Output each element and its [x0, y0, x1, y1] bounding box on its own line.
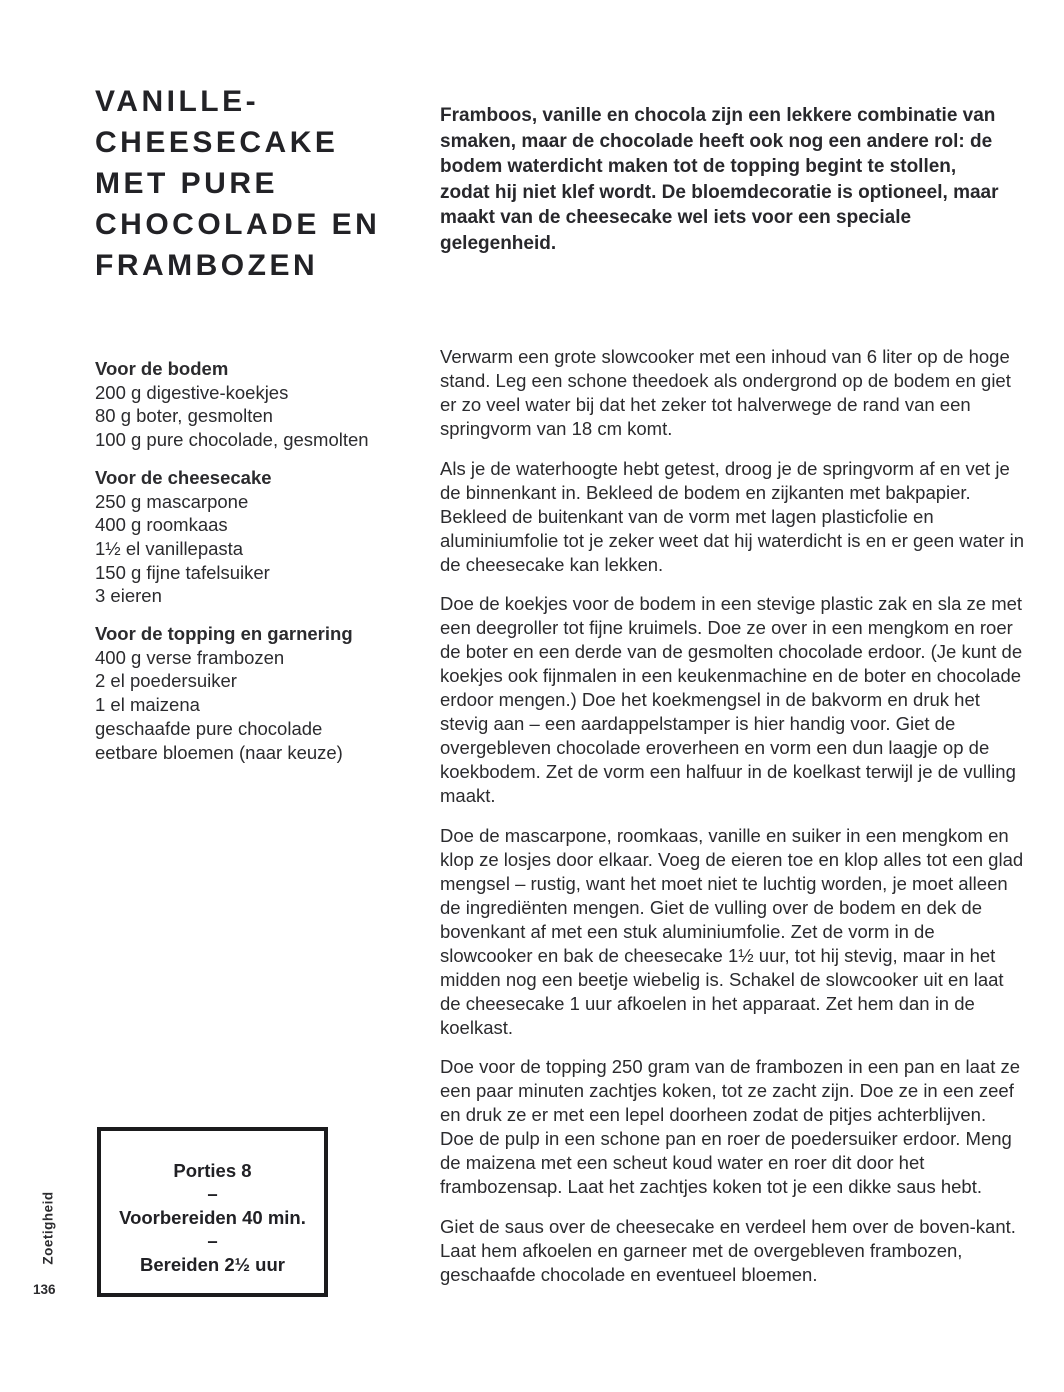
ingredient-item: 1½ el vanillepasta [95, 537, 244, 559]
method-paragraph: Doe voor de topping 250 gram van de frambozen in een pan en laat ze een paar minuten zachtjes koken, tot ze zacht zijn. Doe ze in een zeef en druk ze er met een lepel doorheen zodat de pitjes achterblijven. Doe de pulp in een schone pan en roer de poedersuiker erdoor. Meng de maizena met een scheut koud water en roer dit door het frambozensap. Laat het zachtjes koken tot je een dikke saus hebt. [440, 1056, 1021, 1197]
recipe-title-line: VANILLE- [95, 85, 260, 118]
recipe-title-line: MET PURE [95, 167, 279, 200]
servings-label: Porties 8 [173, 1160, 252, 1181]
ingredient-item: 200 g digestive-koekjes [95, 381, 289, 403]
page-number: 136 [33, 1282, 56, 1297]
ingredient-item: 100 g pure chocolade, gesmolten [95, 429, 369, 451]
method-paragraph: Doe de mascarpone, roomkaas, vanille en suiker in een mengkom en klop ze losjes door elkaar. Voeg de eieren toe en klop alles tot een glad mengsel – rustig, want het moet niet te luchtig worden, je moet alleen de ingrediënten mengen. Giet de vulling over de bodem en dek de bovenkant af met een stuk aluminiumfolie. Zet de vorm in de slowcooker en bak de cheesecake 1½ uur, tot hij stevig, maar in het midden nog een beetje wiebelig is. Schakel de slowcooker uit en laat de cheesecake 1 uur afkoelen in het apparaat. Zet hem dan in de koelkast. [440, 824, 1024, 1038]
prep-time-label: Voorbereiden 40 min. [119, 1206, 306, 1228]
servings-info-box [97, 1127, 328, 1297]
method-paragraph: Doe de koekjes voor de bodem in een stevige plastic zak en sla ze met een deegroller tot fijne kruimels. Doe ze over in een mengkom en roer de boter en een derde van de gesmolten chocolade erdoor. (Je kunt de koekjes ook fijnmalen in een keukenmachine en de boter en chocolade erdoor mengen.) Doe het koekmengsel in de bakvorm en druk het stevig aan – een aardappelstamper is hier handig voor. Giet de overgebleven chocolade eroverheen en vorm een dun laagje op de koekbodem. Zet de vorm een halfuur in de koelkast terwijl je de vulling maakt. [440, 593, 1023, 806]
ingredient-item: 2 el poedersuiker [95, 670, 237, 692]
recipe-title-line: CHOCOLADE EN [95, 208, 381, 241]
info-divider: – [207, 1183, 218, 1205]
recipe-title [95, 81, 380, 286]
recipe-title-line: FRAMBOZEN [95, 249, 319, 282]
ingredient-item: 250 g mascarpone [95, 490, 249, 512]
recipe-intro: Framboos, vanille en chocola zijn een lekkere combinatie van smaken, maar de chocolade heeft ook nog een andere rol: de bodem waterdicht maken tot de topping begint te stollen, zodat hij niet klef wordt. De bloemdecoratie is optioneel, maar maakt van de cheesecake wel iets voor een speciale gelegenheid. [440, 105, 999, 254]
method-paragraph: Verwarm een grote slowcooker met een inhoud van 6 liter op de hoge stand. Leg een schone theedoek als ondergrond op de bodem en giet er zo veel water bij dat het zeker tot halverwege de rand van een springvorm van 18 cm komt. [440, 346, 1011, 439]
ingredient-item: 400 g verse frambozen [95, 646, 285, 668]
ingredients-section-cheesecake [95, 466, 425, 608]
ingredients-list [95, 357, 425, 778]
ingredient-item: eetbare bloemen (naar keuze) [95, 741, 343, 763]
info-divider: – [207, 1230, 218, 1252]
recipe-title-line: CHEESECAKE [95, 126, 339, 159]
ingredient-item: 400 g roomkaas [95, 514, 228, 536]
method-paragraph: Als je de waterhoogte hebt getest, droog je de springvorm af en vet je de binnenkant in. Bekleed de bodem en zijkanten met bakpapier. Bekleed de buitenkant van de vorm met lagen plasticfolie en aluminiumfolie tot je zeker weet dat hij waterdicht is en er geen water in de cheesecake kan lekken. [440, 457, 1025, 575]
ingredient-item: geschaafde pure chocolade [95, 717, 323, 739]
ingredient-item: 3 eieren [95, 585, 162, 607]
ingredients-heading: Voor de topping en garnering [95, 623, 353, 645]
ingredient-item: 150 g fijne tafelsuiker [95, 561, 270, 583]
ingredient-item: 80 g boter, gesmolten [95, 405, 273, 427]
ingredients-heading: Voor de cheesecake [95, 466, 272, 488]
method-instructions [440, 345, 1025, 1302]
method-paragraph: Giet de saus over de cheesecake en verdeel hem over de boven-kant. Laat hem afkoelen en garneer met de overgebleven frambozen, geschaafde chocolade en eventueel bloemen. [440, 1215, 1016, 1285]
cook-time-label: Bereiden 2½ uur [140, 1253, 285, 1275]
ingredients-heading: Voor de bodem [95, 358, 229, 379]
ingredients-section-topping [95, 622, 425, 764]
ingredient-item: 1 el maizena [95, 694, 200, 716]
category-label: Zoetigheid [40, 1191, 56, 1265]
ingredients-section-bodem [95, 357, 425, 452]
